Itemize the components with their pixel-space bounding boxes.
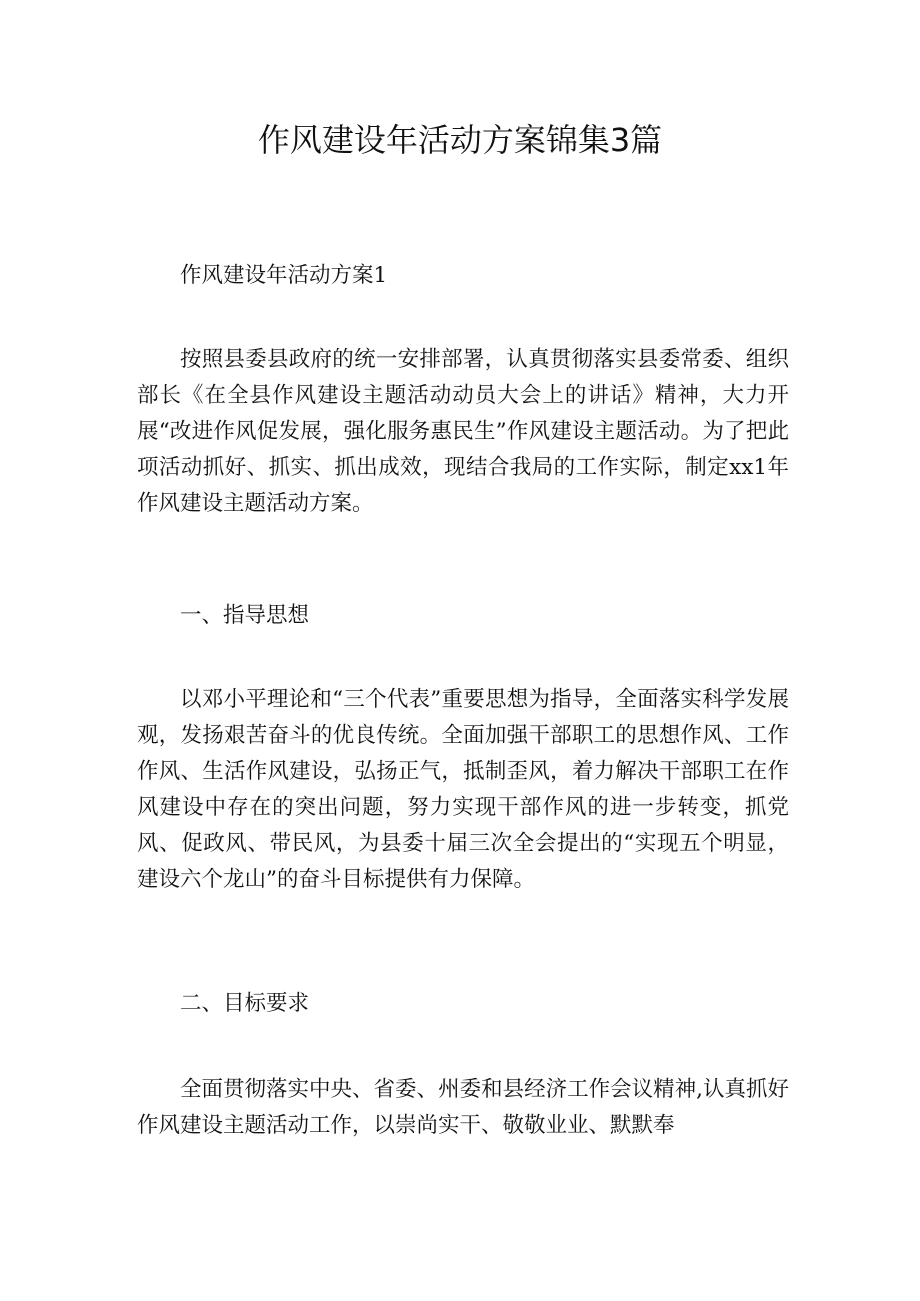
goals-paragraph: 全面贯彻落实中央、省委、州委和县经济工作会议精神,认真抓好作风建设主题活动工作，以崇尚实干、敬敬业业、默默奉: [137, 1077, 789, 1138]
section-heading-goals: 二、目标要求: [180, 991, 310, 1016]
plan-subtitle: 作风建设年活动方案1: [180, 263, 388, 288]
guiding-ideology-paragraph: 以邓小平理论和“三个代表”重要思想为指导，全面落实科学发展观，发扬艰苦奋斗的优良传统。全面加强干部职工的思想作风、工作作风、生活作风建设，弘扬正气，抵制歪风，着力解决干部职工在作风建设中存在的突出问题，努力实现干部作风的进一步转变，抓党风、促政风、带民风，为县委十届三次全会提出的“实现五个明显，建设六个龙山”的奋斗目标提供有力保障。: [137, 687, 789, 892]
section-heading-guiding-ideology: 一、指导思想: [180, 603, 310, 628]
intro-paragraph: 按照县委县政府的统一安排部署，认真贯彻落实县委常委、组织部长《在全县作风建设主题活动动员大会上的讲话》精神，大力开展“改进作风促发展，强化服务惠民生”作风建设主题活动。为了把此项活动抓好、抓实、抓出成效，现结合我局的工作实际，制定xx1年作风建设主题活动方案。: [137, 347, 789, 516]
document-title: 作风建设年活动方案锦集3篇: [257, 121, 663, 159]
